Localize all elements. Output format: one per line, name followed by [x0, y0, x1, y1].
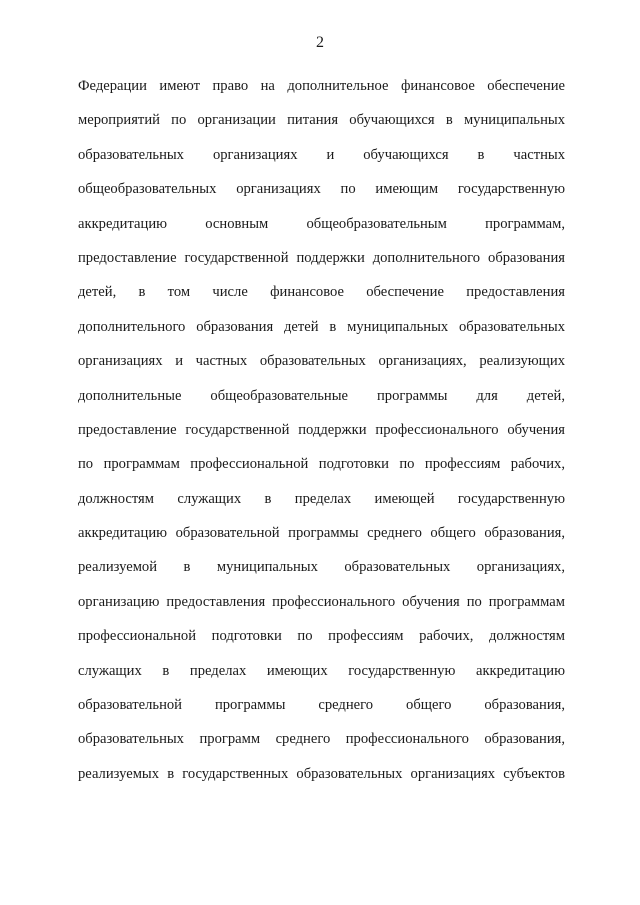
text-line: образовательных организациях и обучающихся в частных	[78, 146, 565, 163]
body-text	[78, 76, 565, 798]
text-line: предоставление государственной поддержки дополнительного образования	[78, 249, 565, 266]
text-line: дополнительные общеобразовательные программы для детей,	[78, 387, 565, 404]
text-line: служащих в пределах имеющих государственную аккредитацию	[78, 662, 565, 679]
text-line: мероприятий по организации питания обучающихся в муниципальных	[78, 112, 565, 129]
text-line: Федерации имеют право на дополнительное финансовое обеспечение	[78, 78, 565, 94]
text-line: организацию предоставления профессионального обучения по программам	[78, 593, 565, 610]
text-line: реализуемой в муниципальных образовательных организациях,	[78, 559, 565, 576]
text-line: профессиональной подготовки по профессиям рабочих, должностям	[78, 628, 565, 645]
text-line: детей, в том числе финансовое обеспечение предоставления	[78, 284, 565, 301]
text-line: реализуемых в государственных образовательных организациях субъектов	[78, 765, 565, 782]
text-line: аккредитацию основным общеобразовательным программам,	[78, 215, 565, 232]
text-line: дополнительного образования детей в муниципальных образовательных	[78, 318, 565, 335]
text-line: аккредитацию образовательной программы среднего общего образования,	[78, 525, 565, 542]
text-line: образовательной программы среднего общего образования,	[78, 697, 565, 714]
text-line: образовательных программ среднего профессионального образования,	[78, 731, 565, 748]
text-line: должностям служащих в пределах имеющей государственную	[78, 490, 565, 507]
page-number: 2	[316, 34, 324, 51]
text-line: по программам профессиональной подготовки по профессиям рабочих,	[78, 456, 565, 473]
text-line: общеобразовательных организациях по имеющим государственную	[78, 181, 565, 198]
text-line: предоставление государственной поддержки профессионального обучения	[78, 421, 565, 438]
text-line: организациях и частных образовательных организациях, реализующих	[78, 353, 565, 370]
